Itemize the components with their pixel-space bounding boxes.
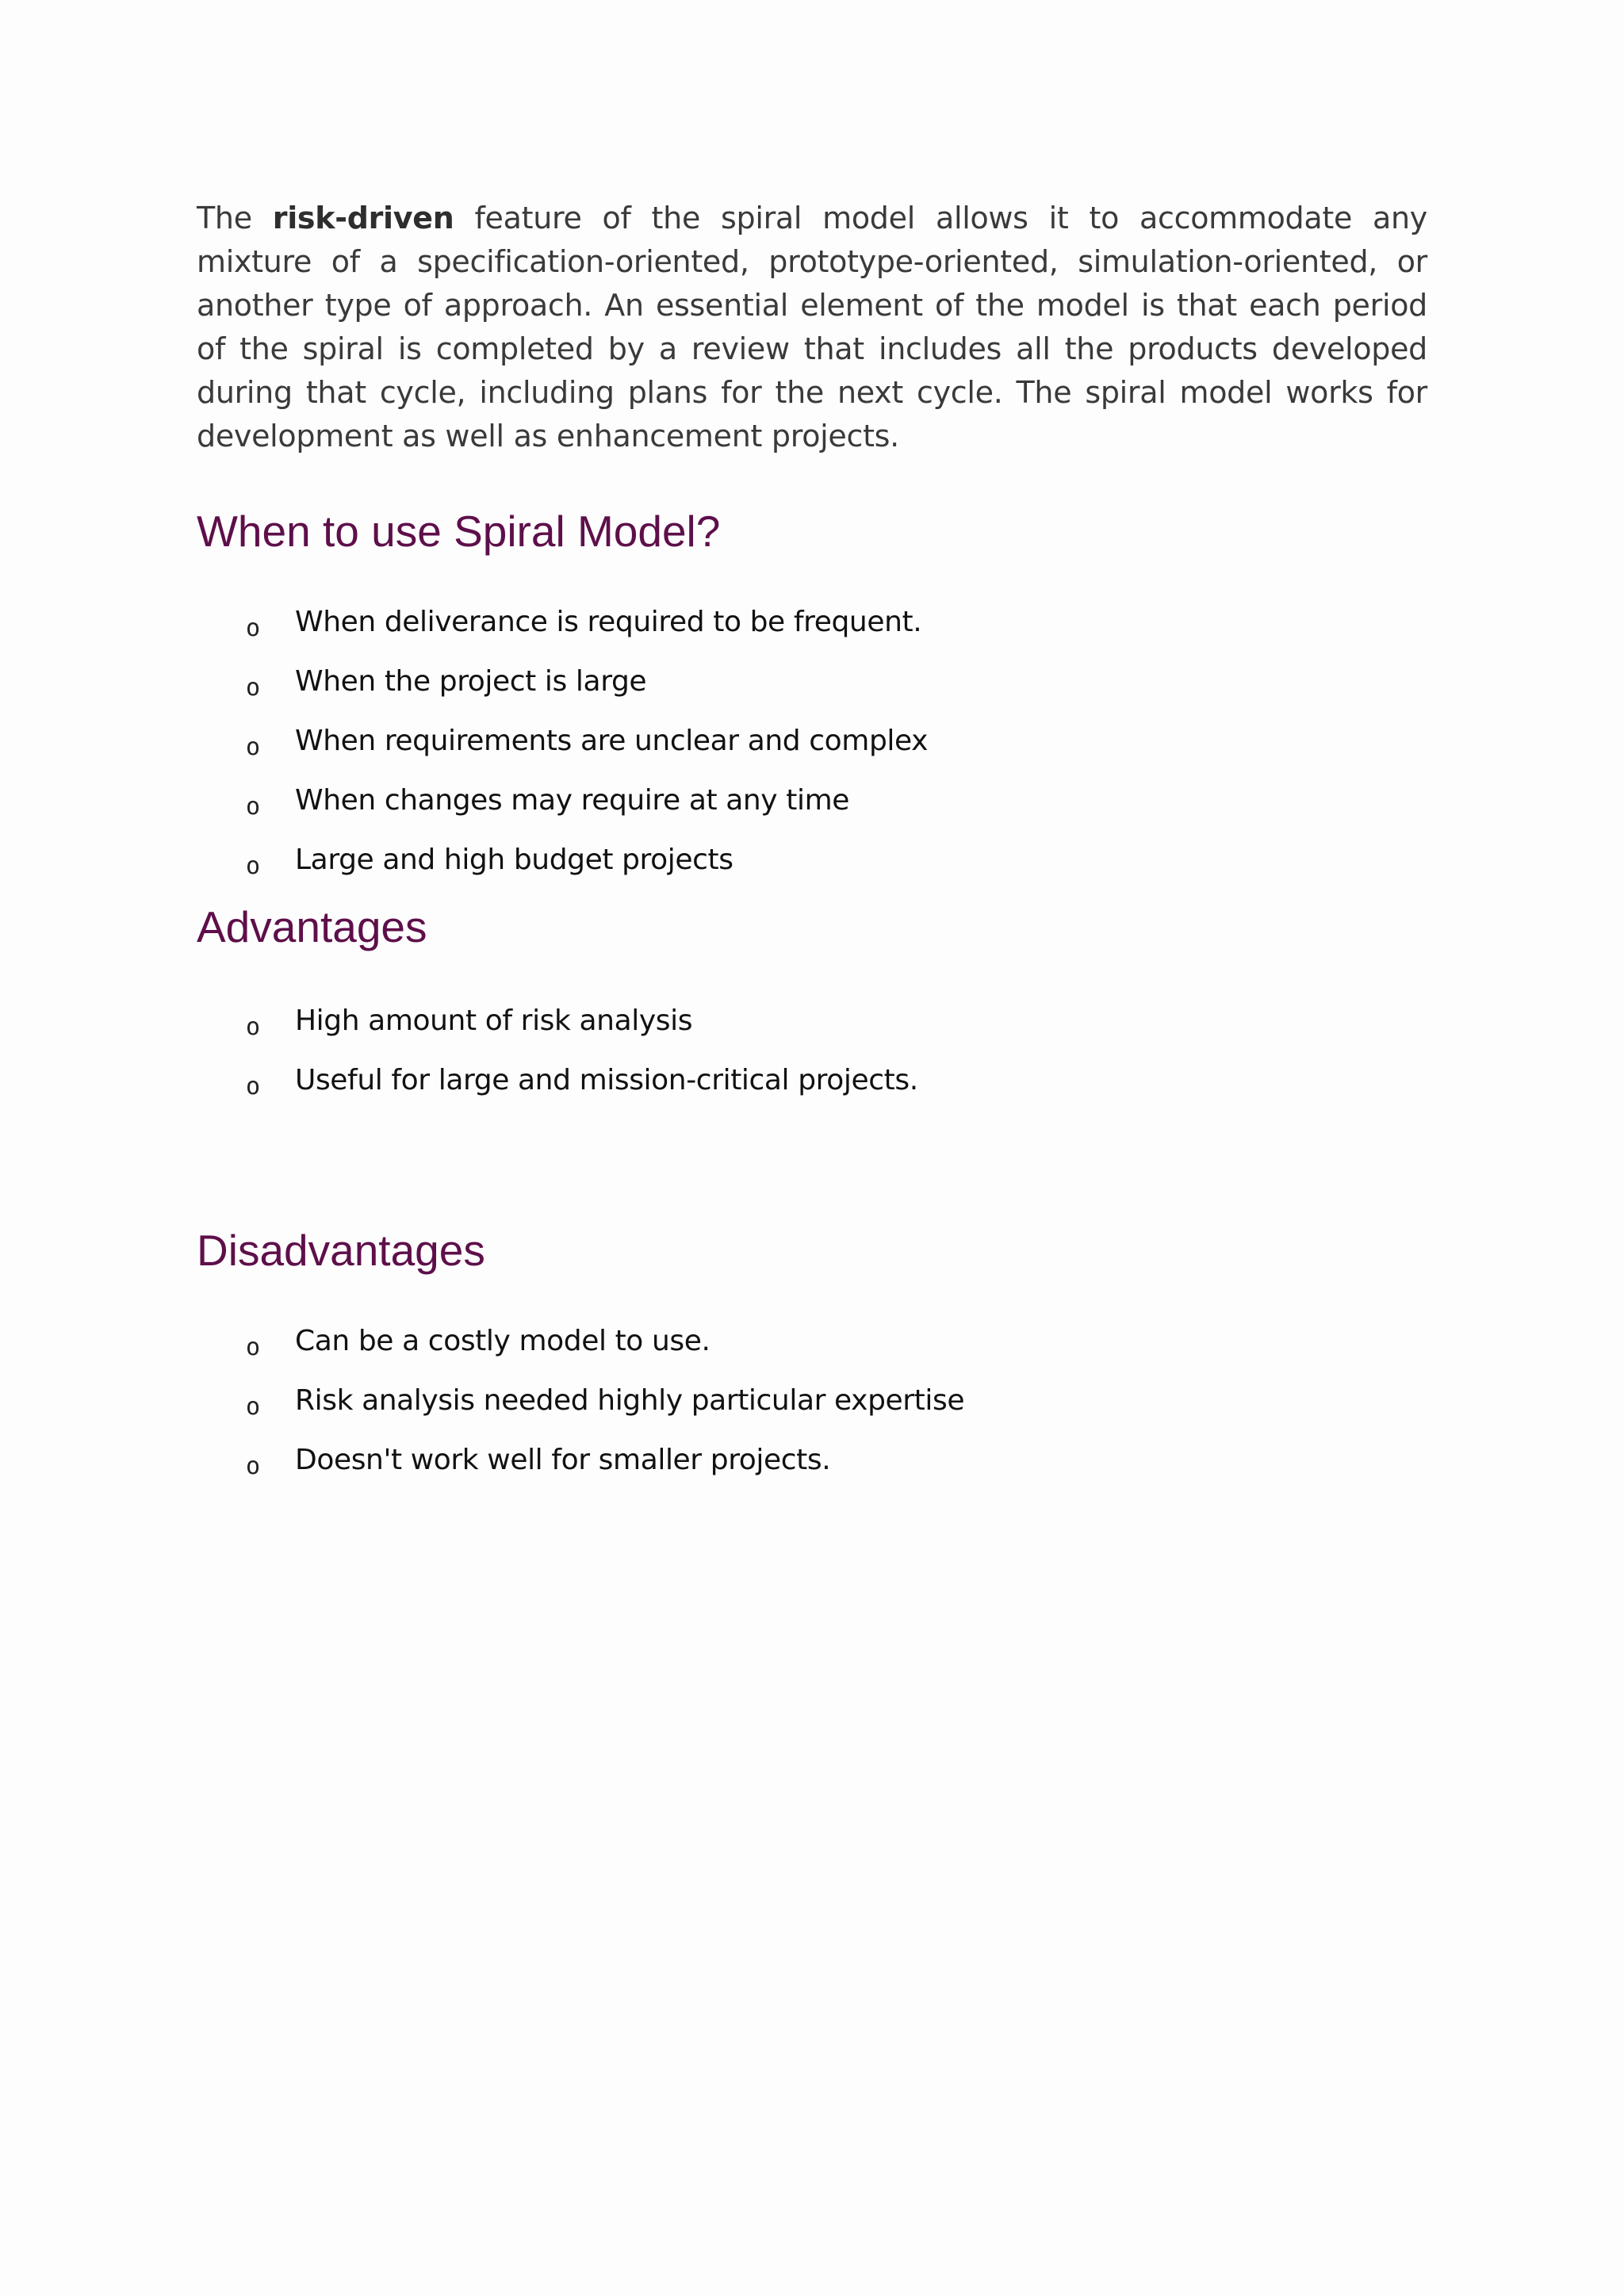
list-disadvantages <box>197 1322 1427 1500</box>
list-item <box>197 840 1427 900</box>
list-item <box>197 1322 1427 1381</box>
list-item-text: When the project is large <box>295 665 647 698</box>
list-item <box>197 781 1427 840</box>
bullet-marker: o <box>246 1334 260 1361</box>
bullet-marker: o <box>246 674 260 702</box>
list-item <box>197 603 1427 662</box>
bullet-marker: o <box>246 1452 260 1480</box>
bullet-marker: o <box>246 852 260 880</box>
list-item <box>197 1381 1427 1441</box>
intro-paragraph <box>197 197 1427 458</box>
bullet-marker: o <box>246 1073 260 1100</box>
list-item <box>197 1001 1427 1061</box>
list-item-text: Useful for large and mission-critical projects. <box>295 1064 918 1096</box>
list-item <box>197 1441 1427 1500</box>
bullet-marker: o <box>246 1393 260 1421</box>
list-item-text: Doesn't work well for smaller projects. <box>295 1444 831 1476</box>
list-item-text: Can be a costly model to use. <box>295 1325 710 1357</box>
list-when-to-use <box>197 603 1427 900</box>
list-item-text: When changes may require at any time <box>295 784 849 817</box>
heading-disadvantages: Disadvantages <box>197 1226 485 1275</box>
intro-bold-term: risk-driven <box>272 201 454 235</box>
heading-when-to-use: When to use Spiral Model? <box>197 507 721 556</box>
intro-prefix: The <box>197 201 273 235</box>
list-item-text: When requirements are unclear and complex <box>295 725 929 757</box>
list-item-text: When deliverance is required to be frequent. <box>295 606 922 638</box>
document-page <box>197 197 1427 1500</box>
bullet-marker: o <box>246 1013 260 1041</box>
intro-rest: feature of the spiral model allows it to accommodate any mixture of a specification-oriented, prototype-oriented, simulation-oriented, or another type of approach. An essential element of the model is that each period of the spiral is completed by a review that includes all the products developed during that cycle, including plans for the next cycle. The spiral model works for development as well as enhancement projects. <box>197 201 1427 453</box>
list-item-text: Large and high budget projects <box>295 844 733 876</box>
heading-advantages: Advantages <box>197 902 427 951</box>
list-item <box>197 662 1427 721</box>
list-item <box>197 721 1427 781</box>
bullet-marker: o <box>246 614 260 642</box>
list-item-text: High amount of risk analysis <box>295 1004 693 1037</box>
list-item-text: Risk analysis needed highly particular expertise <box>295 1384 965 1417</box>
list-item <box>197 1061 1427 1120</box>
bullet-marker: o <box>246 733 260 761</box>
list-advantages <box>197 1001 1427 1120</box>
bullet-marker: o <box>246 793 260 821</box>
